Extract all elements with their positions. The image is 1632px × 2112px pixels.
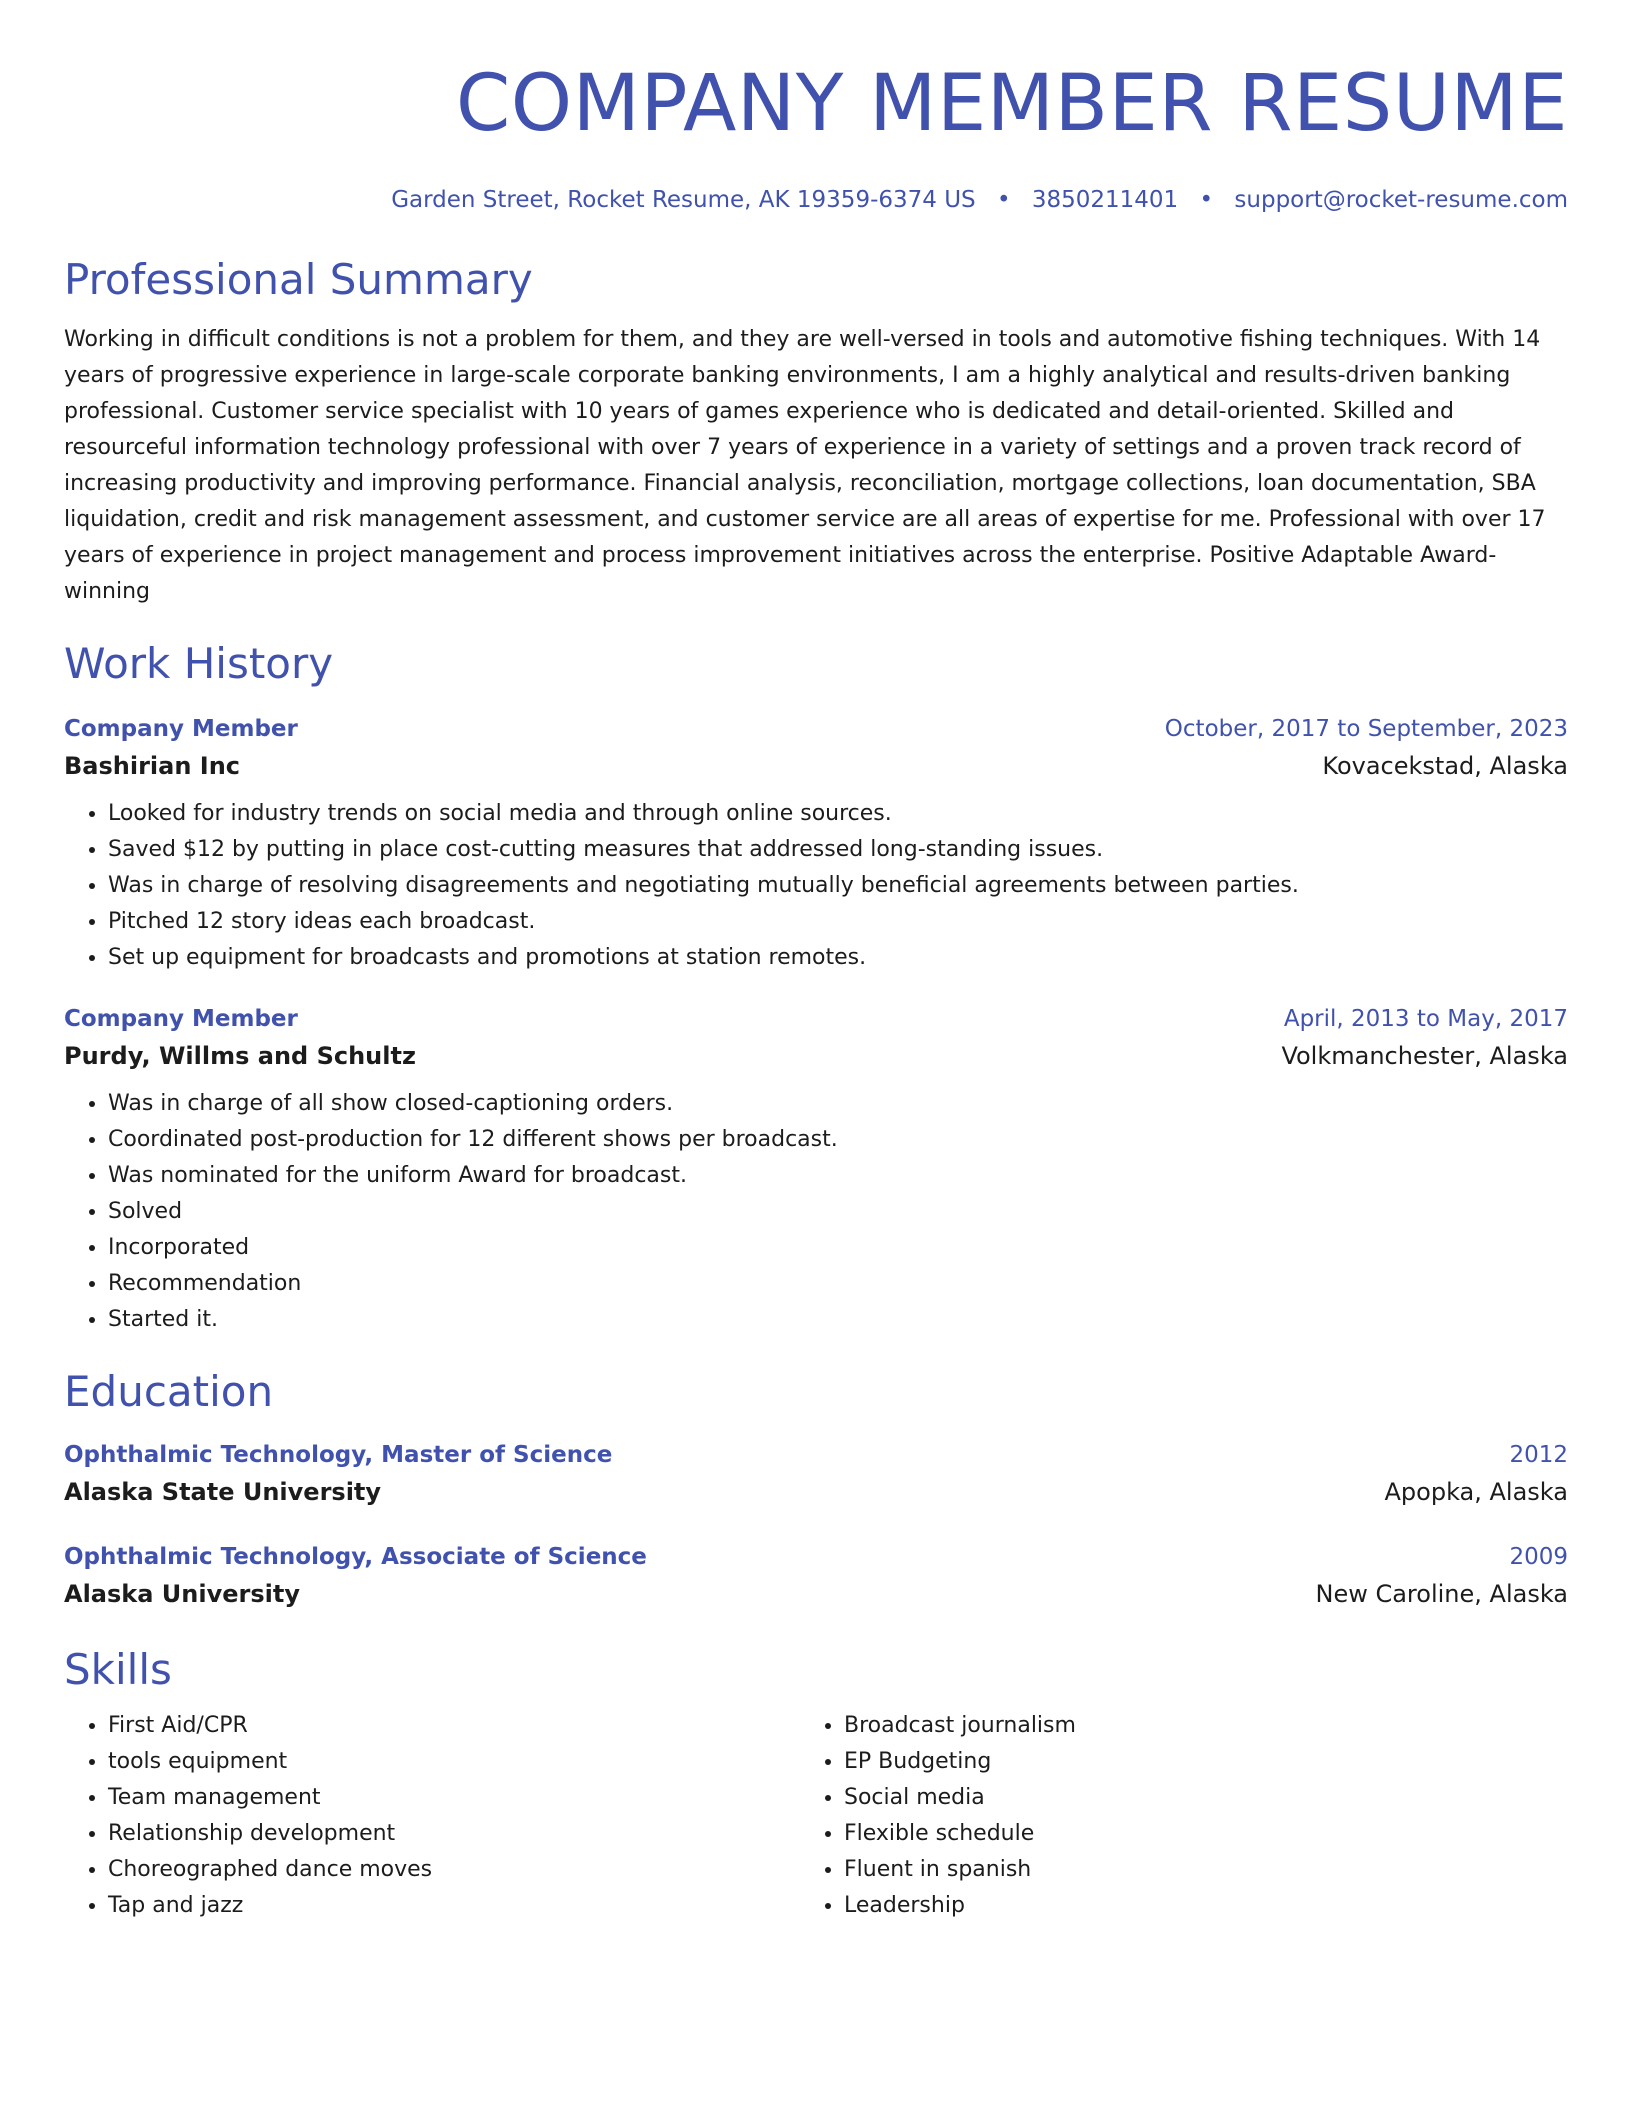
- resume-name: COMPANY MEMBER RESUME: [455, 59, 1568, 149]
- work-history-heading: Work History: [64, 639, 334, 688]
- work-history-section: [64, 638, 1568, 1338]
- degree-year: 2009: [1509, 1544, 1568, 1570]
- job-bullet: • Was in charge of all show closed-captioning orders.: [108, 1086, 1568, 1122]
- skill-item: • Tap and jazz: [108, 1888, 800, 1924]
- summary-section: [64, 254, 1568, 610]
- school-location: New Caroline, Alaska: [1315, 1580, 1568, 1608]
- job-dates: October, 2017 to September, 2023: [1164, 716, 1568, 742]
- contact-line: [64, 186, 1568, 214]
- job-entry: [64, 1002, 1568, 1338]
- job-company: Bashirian Inc: [64, 752, 241, 780]
- job-bullets: [64, 1086, 1568, 1338]
- job-bullet: • Set up equipment for broadcasts and promotions at station remotes.: [108, 940, 1568, 976]
- job-company: Purdy, Willms and Schultz: [64, 1042, 416, 1070]
- education-entry: [64, 1540, 1568, 1614]
- job-bullet: • Recommendation: [108, 1266, 1568, 1302]
- job-role: Company Member: [64, 716, 298, 742]
- contact-address: Garden Street, Rocket Resume, AK 19359-6374 US: [391, 187, 976, 213]
- skills-list: [800, 1708, 1536, 1924]
- job-location: Volkmanchester, Alaska: [1281, 1042, 1568, 1070]
- skill-item: • EP Budgeting: [844, 1744, 1536, 1780]
- job-title-row: [64, 1002, 1568, 1036]
- summary-heading: Professional Summary: [64, 255, 533, 304]
- contact-email: support@rocket-resume.com: [1234, 187, 1568, 213]
- education-section: [64, 1366, 1568, 1614]
- job-bullet: • Saved $12 by putting in place cost-cutting measures that addressed long-standing issues.: [108, 832, 1568, 868]
- school-location: Apopka, Alaska: [1384, 1478, 1568, 1506]
- contact-separator: •: [996, 187, 1011, 213]
- job-title-row: [64, 712, 1568, 746]
- skill-item: • Broadcast journalism: [844, 1708, 1536, 1744]
- degree-name: Ophthalmic Technology, Associate of Science: [64, 1544, 647, 1570]
- skill-item: • Team management: [108, 1780, 800, 1816]
- degree-year: 2012: [1509, 1442, 1568, 1468]
- job-company-row: [64, 1036, 1568, 1076]
- degree-name: Ophthalmic Technology, Master of Science: [64, 1442, 613, 1468]
- skills-column-left: [64, 1708, 800, 1924]
- job-bullet: • Coordinated post-production for 12 different shows per broadcast.: [108, 1122, 1568, 1158]
- job-bullet: • Started it.: [108, 1302, 1568, 1338]
- skill-item: • Fluent in spanish: [844, 1852, 1536, 1888]
- school-name: Alaska University: [64, 1580, 300, 1608]
- summary-text: Working in difficult conditions is not a problem for them, and they are well-versed in tools and automotive fishing techniques. With 14 years of progressive experience in large-scale corporate banking environments, I am a highly analytical and results-driven banking professional. Customer service specialist with 10 years of games experience who is dedicated and detail-oriented. Skilled and resourceful information technology professional with over 7 years of experience in a variety of settings and a proven track record of increasing productivity and improving performance. Financial analysis, reconciliation, mortgage collections, loan documentation, SBA liquidation, credit and risk management assessment, and customer service are all areas of expertise for me. Professional with over 17 years of experience in project management and process improvement initiatives across the enterprise. Positive Adaptable Award-winning: [64, 327, 1546, 604]
- skills-column-right: [800, 1708, 1536, 1924]
- education-entry: [64, 1438, 1568, 1512]
- job-company-row: [64, 746, 1568, 786]
- skills-heading: Skills: [64, 1645, 172, 1694]
- skill-item: • First Aid/CPR: [108, 1708, 800, 1744]
- job-bullets: [64, 796, 1568, 976]
- job-bullet: • Looked for industry trends on social media and through online sources.: [108, 796, 1568, 832]
- skill-item: • Relationship development: [108, 1816, 800, 1852]
- skill-item: • tools equipment: [108, 1744, 800, 1780]
- job-bullet: • Pitched 12 story ideas each broadcast.: [108, 904, 1568, 940]
- job-bullet: • Was in charge of resolving disagreements and negotiating mutually beneficial agreements between parties.: [108, 868, 1568, 904]
- degree-row: [64, 1540, 1568, 1574]
- job-bullet: • Incorporated: [108, 1230, 1568, 1266]
- skill-item: • Choreographed dance moves: [108, 1852, 800, 1888]
- degree-row: [64, 1438, 1568, 1472]
- job-role: Company Member: [64, 1006, 298, 1032]
- job-bullet: • Solved: [108, 1194, 1568, 1230]
- skill-item: • Leadership: [844, 1888, 1536, 1924]
- contact-separator: •: [1199, 187, 1214, 213]
- skill-item: • Social media: [844, 1780, 1536, 1816]
- school-row: [64, 1472, 1568, 1512]
- school-name: Alaska State University: [64, 1478, 382, 1506]
- skills-list: [64, 1708, 800, 1924]
- job-location: Kovacekstad, Alaska: [1322, 752, 1568, 780]
- school-row: [64, 1574, 1568, 1614]
- resume-header: [64, 56, 1568, 214]
- skills-section: [64, 1644, 1568, 1924]
- skills-grid: [64, 1708, 1568, 1924]
- job-bullet: • Was nominated for the uniform Award for broadcast.: [108, 1158, 1568, 1194]
- job-dates: April, 2013 to May, 2017: [1283, 1006, 1568, 1032]
- job-entry: [64, 712, 1568, 976]
- skill-item: • Flexible schedule: [844, 1816, 1536, 1852]
- contact-phone: 3850211401: [1031, 187, 1179, 213]
- education-heading: Education: [64, 1367, 274, 1416]
